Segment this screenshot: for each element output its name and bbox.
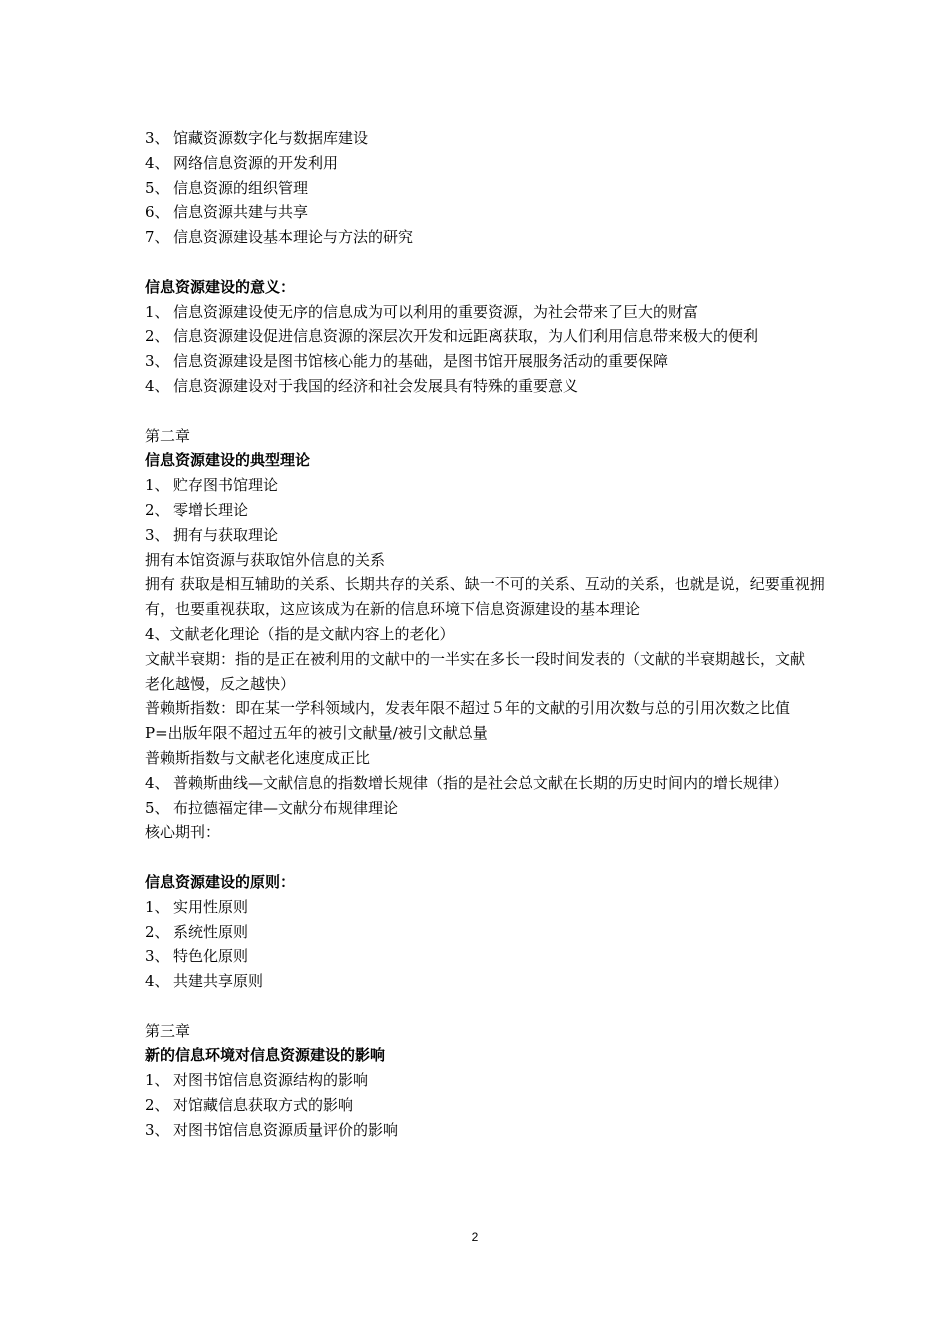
list-item xyxy=(145,969,835,994)
list-item xyxy=(145,300,835,325)
aging-theory-item: 4、文献老化理论（指的是文献内容上的老化） xyxy=(145,624,455,643)
list-item-number: 2、 xyxy=(145,1096,170,1115)
list-item-text: 信息资源建设促进信息资源的深层次开发和远距离获取，为人们利用信息带来极大的便利 xyxy=(173,327,759,346)
list-item xyxy=(145,523,835,548)
list-item-text: 信息资源建设对于我国的经济和社会发展具有特殊的重要意义 xyxy=(173,376,579,395)
list-item-number: 1、 xyxy=(145,302,170,321)
list-item-number: 2、 xyxy=(145,327,170,346)
list-item-number: 3、 xyxy=(145,129,170,147)
list-item-text: 馆藏资源数字化与数据库建设 xyxy=(173,129,369,147)
list-item xyxy=(145,498,835,523)
list-item xyxy=(145,1093,835,1118)
spacer xyxy=(145,994,835,1019)
list-item-text: 共建共享原则 xyxy=(173,972,264,991)
list-item xyxy=(145,944,835,969)
list-item-number: 3、 xyxy=(145,947,170,966)
list-item-number: 4、 xyxy=(145,773,170,792)
list-item-text: 信息资源建设是图书馆核心能力的基础，是图书馆开展服务活动的重要保障 xyxy=(173,352,669,371)
list-item xyxy=(145,126,835,151)
list-item xyxy=(145,349,835,374)
section-heading: 信息资源建设的意义： xyxy=(145,277,296,296)
chapter-3 xyxy=(145,1019,835,1143)
list-item-text: 实用性原则 xyxy=(173,897,249,916)
spacer xyxy=(145,845,835,870)
list-item-text: 普赖斯曲线—文献信息的指数增长规律（指的是社会总文献在长期的历史时间内的增长规律） xyxy=(173,773,789,792)
formula-line: P=出版年限不超过五年的被引文献量/被引文献总量 xyxy=(145,724,488,743)
half-life-paragraph: 文献半衰期：指的是正在被利用的文献中的一半实在多长一段时间发表的（文献的半衰期越长，文献老化越慢，反之越快） xyxy=(145,649,806,693)
section-heading: 信息资源建设的典型理论 xyxy=(145,451,311,470)
list-item-text: 布拉德福定律—文献分布规律理论 xyxy=(173,798,399,817)
list-item-text: 对图书馆信息资源质量评价的影响 xyxy=(173,1120,399,1139)
list-item-number: 6、 xyxy=(145,203,170,222)
spacer xyxy=(145,399,835,424)
list-item-number: 3、 xyxy=(145,1120,170,1139)
list-item xyxy=(145,920,835,945)
list-item xyxy=(145,895,835,920)
list-item-text: 贮存图书馆理论 xyxy=(173,476,279,495)
relation-paragraph: 拥有 获取是相互辅助的关系、长期共存的关系、缺一不可的关系、互动的关系，也就是说，纪要重视拥有，也要重视获取，这应该成为在新的信息环境下信息资源建设的基本理论 xyxy=(145,575,825,619)
list-item xyxy=(145,324,835,349)
chapter-label: 第二章 xyxy=(145,426,191,445)
list-item-number: 4、 xyxy=(145,376,170,395)
relation-title: 拥有本馆资源与获取馆外信息的关系 xyxy=(145,550,386,569)
list-item-number: 5、 xyxy=(145,178,170,197)
list-item-number: 2、 xyxy=(145,500,170,519)
list-item-text: 系统性原则 xyxy=(173,922,249,941)
chapter-2 xyxy=(145,424,835,846)
spacer xyxy=(145,250,835,275)
list-item-text: 零增长理论 xyxy=(173,500,249,519)
price-relation-line: 普赖斯指数与文献老化速度成正比 xyxy=(145,748,371,767)
core-journals-line: 核心期刊： xyxy=(145,823,221,842)
list-item xyxy=(145,1118,835,1143)
chapter-label: 第三章 xyxy=(145,1021,191,1040)
list-item-text: 网络信息资源的开发利用 xyxy=(173,153,339,172)
list-item xyxy=(145,771,835,796)
list-item-number: 3、 xyxy=(145,525,170,544)
list-item-number: 1、 xyxy=(145,1071,170,1090)
list-item xyxy=(145,176,835,201)
list-item-text: 对馆藏信息获取方式的影响 xyxy=(173,1096,354,1115)
list-item-text: 信息资源建设基本理论与方法的研究 xyxy=(173,228,414,247)
principles-section xyxy=(145,870,835,994)
list-item-number: 7、 xyxy=(145,228,170,247)
list-item xyxy=(145,796,835,821)
list-item-number: 4、 xyxy=(145,972,170,991)
list-item-number: 2、 xyxy=(145,922,170,941)
page-number: 2 xyxy=(471,1230,479,1244)
price-index-paragraph: 普赖斯指数：即在某一学科领域内，发表年限不超过５年的文献的引用次数与总的引用次数之比值 xyxy=(145,699,791,718)
significance-section xyxy=(145,275,835,399)
list-item-text: 对图书馆信息资源结构的影响 xyxy=(173,1071,369,1090)
list-item xyxy=(145,374,835,399)
list-item xyxy=(145,1068,835,1093)
list-item-number: 4、 xyxy=(145,153,170,172)
section-heading: 新的信息环境对信息资源建设的影响 xyxy=(145,1046,386,1065)
list-item-text: 信息资源共建与共享 xyxy=(173,203,309,222)
list-item xyxy=(145,225,835,250)
list-item-number: 1、 xyxy=(145,897,170,916)
list-item-number: 1、 xyxy=(145,476,170,495)
list-item-text: 信息资源的组织管理 xyxy=(173,178,309,197)
list-item xyxy=(145,473,835,498)
list-item-number: 3、 xyxy=(145,352,170,371)
section-heading: 信息资源建设的原则： xyxy=(145,872,296,891)
task-list xyxy=(145,126,835,250)
list-item xyxy=(145,151,835,176)
list-item-number: 5、 xyxy=(145,798,170,817)
list-item-text: 信息资源建设使无序的信息成为可以利用的重要资源，为社会带来了巨大的财富 xyxy=(173,302,699,321)
list-item-text: 拥有与获取理论 xyxy=(173,525,279,544)
list-item-text: 特色化原则 xyxy=(173,947,249,966)
document-page xyxy=(145,126,835,1143)
list-item xyxy=(145,200,835,225)
